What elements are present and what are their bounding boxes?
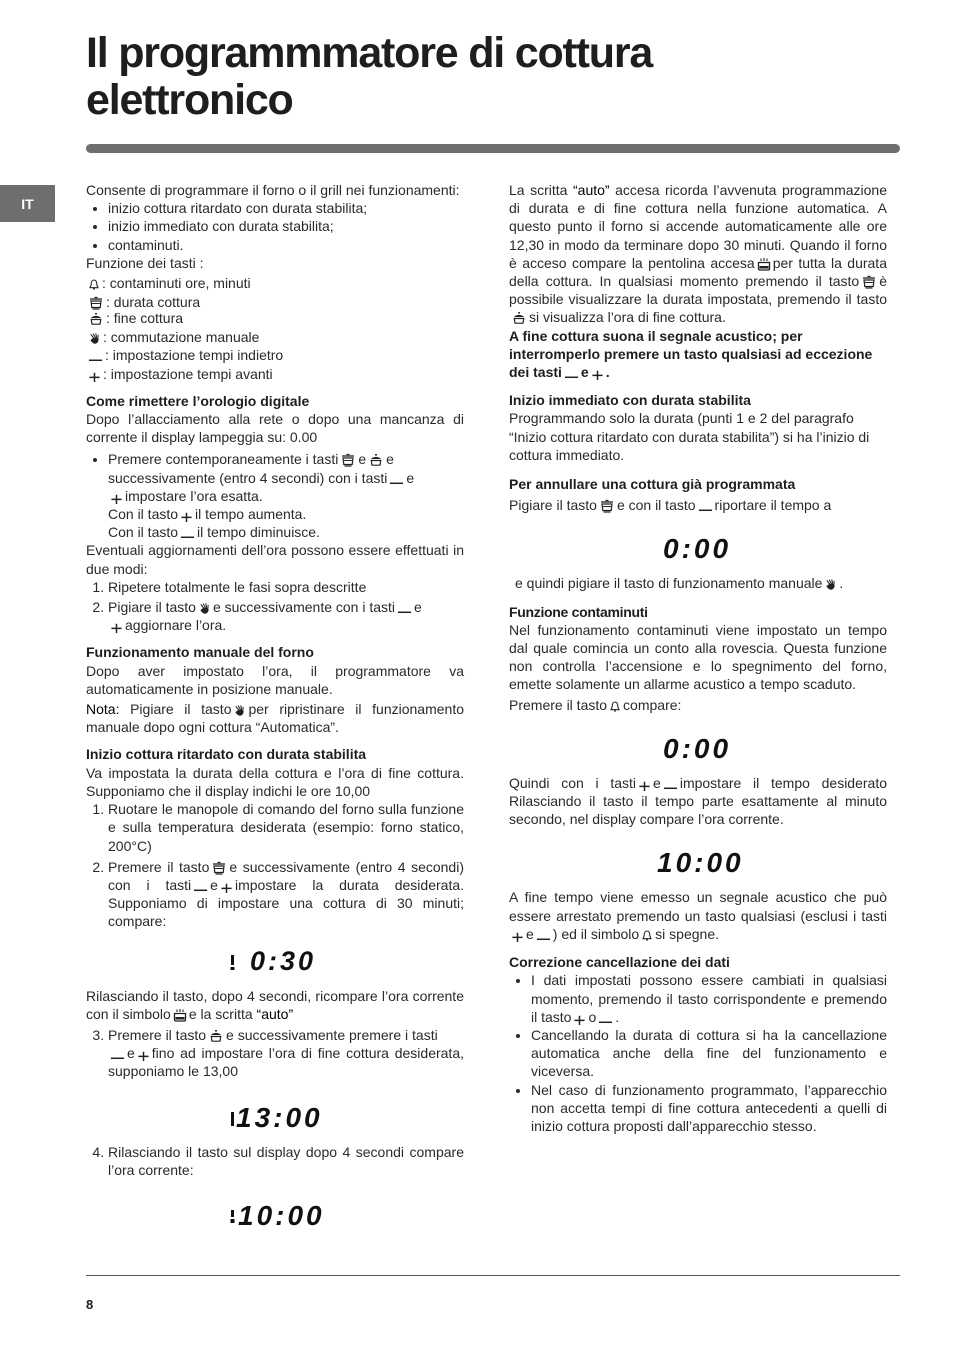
lcd-readout: 0:00 (663, 533, 732, 563)
pot-lid-icon (368, 453, 384, 467)
cancel-text: Pigiare il tasto e con il tasto riportare il tempo a (509, 497, 832, 514)
release-text: Rilasciando il tasto, dopo 4 secondi, ricompare l’ora corrente con il simbolo e la scritta “auto” (86, 987, 464, 1022)
hand-icon (198, 602, 211, 615)
delayed-steps-end (86, 1143, 464, 1179)
list-item: • inizio immediato con durata stabilita; (108, 217, 464, 235)
timer-end-text: A fine tempo viene emesso un segnale acustico che può essere arrestato premendo un tasto qualsiasi (esclusi i tastie ) ed il simbolo si spegne. (509, 889, 887, 942)
timer-press: Premere il tasto compare: (509, 696, 682, 713)
plus-icon (88, 369, 101, 382)
lcd-display-current (509, 840, 887, 880)
list-item: • I dati impostati possono essere cambiati in qualsiasi momento, premendo il tasto corrispondente e premendo il tasto o . (531, 971, 887, 1026)
minus-icon (564, 368, 579, 380)
lcd-display (226, 1098, 326, 1132)
list-item: 3. Premere il tasto e successivamente premere i tasti e fino ad impostare l’ora di fine cottura desiderata, supponiamo le 13,00 (108, 1026, 464, 1081)
plus-icon (511, 929, 524, 942)
list-item: • Nel caso di funzionamento programmato, l’apparecchio non accetta tempi di fine cottura antecedenti a quelli di inizio cottura proposti dall’apparecchio stesso. (531, 1081, 887, 1136)
correction-list (509, 971, 887, 1135)
lcd-display (661, 730, 741, 762)
pot-icon (211, 861, 227, 875)
key-desc: : impostazione tempi indietro (105, 347, 284, 364)
pot-lid-icon (88, 312, 104, 326)
delayed-steps (86, 800, 464, 930)
lcd-display (226, 1196, 326, 1230)
clock-steps (86, 450, 464, 541)
lcd-readout: 10:00 (657, 847, 744, 877)
minus-icon (698, 501, 713, 513)
timer-set-text: Quindi con i tasti e impostare il tempo desiderato Rilasciando il tasto il tempo parte esattamente al minuto secondo, nel display compare l’ora corrente. (509, 774, 887, 828)
list-item: • inizio cottura ritardato con durata stabilita; (108, 199, 464, 217)
plus-icon (220, 880, 233, 893)
bell-icon (609, 700, 621, 713)
list-item: 2. Pigiare il tasto e successivamente con i tasti e aggiornare l’ora. (108, 598, 464, 634)
plus-icon (137, 1048, 150, 1061)
auto-label: “auto” (256, 1005, 294, 1022)
manual-heading: Funzionamento manuale del forno (86, 644, 314, 661)
clock-update-steps (86, 578, 464, 635)
immediate-heading: Inizio immediato con durata stabilita (509, 392, 751, 409)
pot-icon (88, 296, 104, 310)
timer-text: Nel funzionamento contaminuti viene impostato un tempo dal quale comincia un conto alla rovescia. Questa funzione non controlla l’accensione e lo spegnimento del forno, emette solamente un allarme acustico a tempo scaduto. (509, 621, 887, 693)
minus-icon (88, 351, 103, 363)
hand-icon (824, 578, 837, 591)
end-warning: A fine cottura suona il segnale acustico; per interromperlo premere un tasto qualsiasi ad eccezione dei tasti e . (509, 327, 873, 381)
key-desc: : durata cottura (106, 294, 201, 311)
lcd-readout: 10:00 (238, 1199, 325, 1230)
plus-icon (638, 778, 651, 791)
lcd-display-zero (509, 526, 887, 566)
minus-icon (193, 881, 208, 893)
key-desc: : commutazione manuale (103, 329, 260, 346)
key-desc: : fine cottura (106, 310, 184, 327)
list-item: 1. Ripetere totalmente le fasi sopra descritte (108, 578, 464, 596)
plus-icon (591, 367, 604, 380)
clock-text: Dopo l’allacciamento alla rete o dopo una mancanza di corrente il display lampeggia su: 0.00 (86, 411, 464, 446)
manual-note: Nota: Pigiare il tasto per ripristinare il funzionamento manuale dopo ogni cottura “Automatica”. (86, 701, 464, 736)
language-tab: IT (0, 185, 55, 222)
list-item: • Cancellando la durata di cottura si ha la cancellazione automatica anche della fine del funzionamento e viceversa. (531, 1026, 887, 1081)
keys-heading: Funzione dei tasti : (86, 254, 204, 271)
cooking-pot-icon (173, 1008, 187, 1022)
note-label: Nota: (86, 701, 120, 718)
title-line-2: elettronico (86, 76, 293, 124)
plus-icon (180, 509, 193, 522)
clock-heading: Come rimettere l’orologio digitale (86, 392, 310, 409)
delayed-text: Va impostata la durata della cottura e l’ora di fine cottura. Supponiamo che il display indichi le ore 10,00 (86, 764, 464, 799)
cooking-pot-icon (757, 257, 771, 271)
correction-heading: Correzione cancellazione dei dati (509, 954, 730, 971)
auto-text: La scritta “auto” accesa ricorda l’avvenuta programmazione di durata e di fine cottura nella funzione automatica. A questo punto il forno si accende automaticamente alle ore 12,30 in modo da terminare dopo 30 minuti. Quando il forno è acceso compare la pentolina accesa per tutta la durata della cottura. In qualsiasi momento premendo il tasto è possibile visualizzare la durata impostata, premendo il tastosi visualizza l’ora di fine cottura. (509, 182, 887, 326)
list-item: 4. Rilasciando il tasto sul display dopo 4 secondi compare l’ora corrente: (108, 1143, 464, 1179)
clock-value: 0.00 (289, 429, 318, 446)
list-item: • Premere contemporaneamente i tasti e e successivamente (entro 4 secondi) con i tasti e impostare l’ora esatta. Con il tasto il tempo aumenta. Con il tasto il tempo diminuisce. (108, 450, 464, 541)
immediate-text: Programmando solo la durata (punti 1 e 2 del paragrafo “Inizio cottura ritardato con durata stabilita”) si ha l’inizio di cottura immediato. (509, 410, 870, 463)
hand-icon (88, 332, 101, 345)
lcd-readout: 0:30 (250, 945, 317, 975)
lcd-display-duration (86, 939, 464, 979)
intro-text: Consente di programmare il forno o il grill nei funzionamenti: (86, 182, 460, 198)
minus-icon (110, 1049, 125, 1061)
bell-icon (88, 278, 100, 291)
lcd-display-end-time (86, 1095, 464, 1135)
pot-lid-icon (208, 1029, 224, 1043)
minus-icon (598, 1013, 613, 1025)
plus-icon (110, 491, 123, 504)
list-item: 1. Ruotare le manopole di comando del forno sulla funzione e sulla temperatura desiderata (esempio: forno statico, 200°C) (108, 800, 464, 855)
lcd-display (226, 943, 326, 975)
manual-text: Dopo aver impostato l’ora, il programmatore va automaticamente in posizione manuale. (86, 662, 464, 697)
list-item: 2. Premere il tasto e successivamente (entro 4 secondi) con i tasti e impostare la durata desiderata. Supponiamo di impostare una cottura di 30 minuti; compare: (108, 858, 464, 931)
delayed-steps-cont (86, 1026, 464, 1081)
page-title (86, 30, 652, 124)
minus-icon (180, 528, 195, 540)
page-number: 8 (86, 1297, 94, 1312)
list-item: • contaminuti. (108, 236, 464, 254)
pot-lid-icon (511, 311, 527, 325)
auto-label: “auto” (573, 182, 610, 198)
left-column (86, 181, 464, 1241)
lcd-display (661, 530, 741, 562)
pot-icon (599, 499, 615, 513)
lcd-display (655, 844, 755, 876)
lcd-readout: 0:00 (663, 732, 732, 762)
minus-icon (397, 603, 412, 615)
cancel-heading: Per annullare una cottura già programmata (509, 476, 796, 493)
hand-icon (233, 704, 246, 717)
timer-heading: Funzione contaminuti (509, 603, 648, 620)
keys-legend (86, 274, 464, 383)
lcd-readout: 13:00 (236, 1101, 323, 1132)
right-column (509, 181, 887, 1135)
plus-icon (573, 1012, 586, 1025)
plus-icon (110, 620, 123, 633)
bell-icon (641, 929, 653, 942)
title-line-1: Il programmmatore di cottura (86, 29, 653, 77)
cancel-then: e quindi pigiare il tasto di funzionamento manuale . (515, 575, 844, 592)
minus-icon (389, 474, 404, 486)
minus-icon (663, 779, 678, 791)
minus-icon (536, 930, 551, 942)
pot-icon (340, 453, 356, 467)
footer-divider (86, 1275, 900, 1276)
key-desc: : impostazione tempi avanti (103, 365, 273, 382)
lcd-display-current-time (86, 1193, 464, 1233)
key-desc: : contaminuti ore, minuti (102, 275, 251, 292)
delayed-heading: Inizio cottura ritardato con durata stabilita (86, 746, 367, 763)
title-divider (86, 144, 900, 153)
pot-icon (861, 275, 877, 289)
clock-update-text: Eventuali aggiornamenti dell’ora possono essere effettuati in due modi: (86, 542, 464, 577)
modes-list (86, 199, 464, 254)
lcd-display-timer (509, 726, 887, 766)
